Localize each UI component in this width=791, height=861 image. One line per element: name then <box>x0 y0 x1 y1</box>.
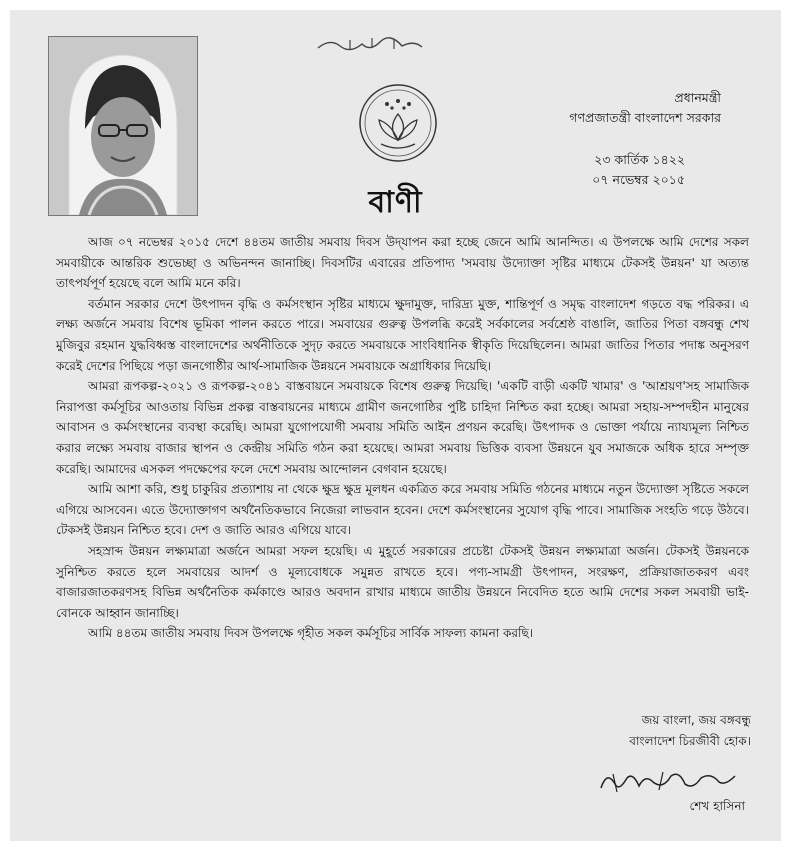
closing-block <box>629 710 751 752</box>
paragraph: বর্তমান সরকার দেশে উৎপাদন বৃদ্ধি ও কর্মসংস্থান সৃষ্টির মাধ্যমে ক্ষুদামুক্ত, দারিদ্র্য মুক্ত, শান্তিপূর্ণ ও সমৃদ্ধ বাংলাদেশ গড়তে বদ্ধ পরিকর। এ লক্ষ্য অর্জনে সমবায় বিশেষ ভূমিকা পালন করতে পারে। সমবায়ের গুরুত্ব উপলব্ধি করেই সর্বকালের সর্বশ্রেষ্ঠ বাঙালি, জাতির পিতা বঙ্গবন্ধু শেখ মুজিবুর রহমান যুদ্ধবিধ্বস্ত বাংলাদেশের অর্থনীতিকে সুদৃঢ় করতে সমবায়কে সাংবিধানিক স্বীকৃতি দিয়েছিলেন। আমরা জাতির পিতার পদাঙ্ক অনুসরণ করেই দেশের পিছিয়ে পড়া জনগোষ্ঠীর আর্থ-সামাজিক উন্নয়নে সমবায়কে অগ্রাধিকার দিয়েছি। <box>56 296 749 373</box>
date-bangla: ২৩ কার্তিক ১৪২২ <box>594 152 685 167</box>
government-seal-icon <box>357 82 439 170</box>
closing-slogan: জয় বাংলা, জয় বঙ্গবন্ধু <box>641 713 751 727</box>
closing-wish: বাংলাদেশ চিরজীবী হোক। <box>629 734 751 748</box>
message-page <box>10 10 781 841</box>
government-name: গণপ্রজাতন্ত্রী বাংলাদেশ সরকার <box>569 110 721 125</box>
signer-name: শেখ হাসিনা <box>689 799 745 813</box>
page-title: বাণী <box>368 185 423 220</box>
date-gregorian: ০৭ নভেম্বর ২০১৫ <box>592 172 685 187</box>
paragraph: আমি ৪৪তম জাতীয় সমবায় দিবস উপলক্ষে গৃহীত সকল কর্মসূচির সার্বিক সাফল্য কামনা করছি। <box>88 626 534 641</box>
bismillah-calligraphy <box>310 32 430 56</box>
message-body <box>56 232 749 644</box>
paragraph: আজ ০৭ নভেম্বর ২০১৫ দেশে ৪৪তম জাতীয় সমবায় দিবস উদ্‌যাপন করা হচ্ছে জেনে আমি আনন্দিত। এ উপলক্ষে আমি দেশের সকল সমবায়ীকে আন্তরিক শুভেচ্ছা ও অভিনন্দন জানাচ্ছি। দিবসটির এবারের প্রতিপাদ্য 'সমবায় উদ্যোক্তা সৃষ্টির মাধ্যমে টেকসই উন্নয়ন' যা অত্যন্ত তাৎপর্যপূর্ণ হয়েছে বলে আমি মনে করি। <box>56 235 749 291</box>
office-title: প্রধানমন্ত্রী <box>674 90 721 105</box>
handwritten-signature <box>593 764 743 798</box>
paragraph: আমি আশা করি, শুধু চাকুরির প্রত্যাশায় না থেকে ক্ষুদ্র ক্ষুদ্র মূলধন একত্রিত করে সমবায় সমিতি গঠনের মাধ্যমে নতুন উদ্যোক্তা সৃষ্টিতে সকলে এগিয়ে আসবেন। এতে উদ্যোক্তাগণ অর্থনৈতিকভাবে নিজেরা লাভবান হবেন। দেশে কর্মসংস্থানের সুযোগ বৃদ্ধি পাবে। সামাজিক সংহতি গড়ে উঠবে। টেকসই উন্নয়ন নিশ্চিত হবে। দেশ ও জাতি আরও এগিয়ে যাবে। <box>56 482 749 538</box>
paragraph: সহস্রাব্দ উন্নয়ন লক্ষ্যমাত্রা অর্জনে আমরা সফল হয়েছি। এ মুহূর্তে সরকারের প্রচেষ্টা টেকসই উন্নয়ন লক্ষ্যমাত্রা অর্জন। টেকসই উন্নয়নকে সুনিশ্চিত করতে হলে সমবায়ের আদর্শ ও মূল্যবোধকে সমুন্নত রাখতে হবে। পণ্য-সামগ্রী উৎপাদন, সংরক্ষণ, প্রক্রিয়াজাতকরণ এবং বাজারজাতকরণসহ বিভিন্ন অর্থনৈতিক কর্মকাণ্ডে আরও অবদান রাখার মাধ্যমে জাতীয় উন্নয়নে নিবেদিত হতে আমি দেশের সকল সমবায়ী ভাই-বোনকে আহ্বান জানাচ্ছি। <box>56 543 749 620</box>
office-block <box>569 88 721 128</box>
paragraph: আমরা রূপকল্প-২০২১ ও রূপকল্প-২০৪১ বাস্তবায়নে সমবায়কে বিশেষ গুরুত্ব দিয়েছি। 'একটি বাড়ী একটি খামার' ও 'আশ্রয়ণ'সহ সামাজিক নিরাপত্তা কর্মসূচির আওতায় বিভিন্ন প্রকল্প বাস্তবায়নের মাধ্যমে গ্রামীণ জনগোষ্ঠির পুষ্টি চাহিদা নিশ্চিত করা হচ্ছে। আমরা সহায়-সম্পদহীন মানুষের আবাসন ও কর্মসংস্থানের ব্যবস্থা করেছি। আমরা যুগোপযোগী সমবায় সমিতি আইন প্রণয়ন করেছি। উৎপাদক ও ভোক্তা পর্যায়ে ন্যায্যমূল্য নিশ্চিত করার লক্ষ্যে সমবায় বাজার স্থাপন ও কেন্দ্রীয় সমিতি গঠন করা হয়েছে। আমরা সমবায় ভিত্তিক ব্যবসা উন্নয়নে যুব সমাজকে অধিক হারে সম্পৃক্ত করেছি। আমাদের এসকল পদক্ষেপের ফলে দেশে সমবায় আন্দোলন বেগবান হয়েছে। <box>56 379 749 476</box>
